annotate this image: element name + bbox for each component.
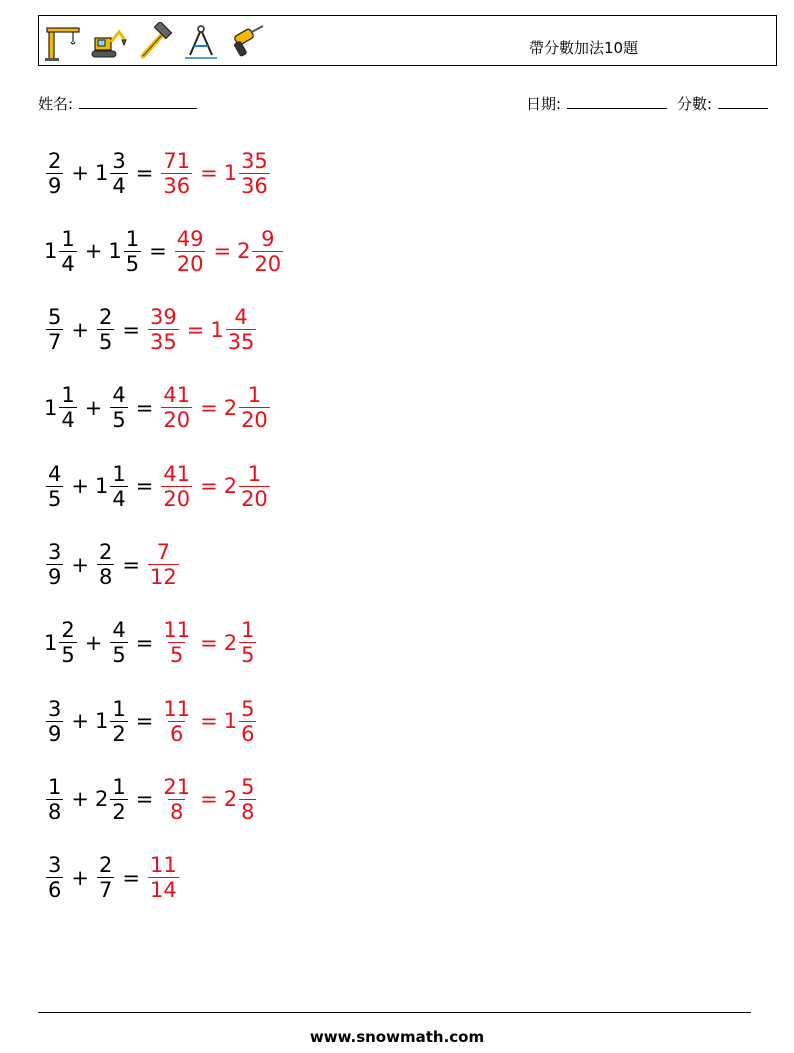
numerator: 49 [176,226,204,251]
denominator: 36 [241,173,268,198]
answer [159,697,258,746]
numerator: 1 [247,383,262,408]
equals-sign: = [122,552,140,577]
plus-sign: + [71,709,89,734]
name-field [38,93,197,114]
fraction [161,697,192,746]
fraction [161,383,192,432]
fraction [110,618,127,667]
problem-row [44,377,272,439]
plus-sign: + [71,787,89,812]
whole-number: 2 [223,395,238,420]
fraction [97,540,114,589]
numerator: 4 [112,618,126,643]
equals-sign: = [135,474,154,499]
denominator: 9 [48,173,62,198]
numerator: 5 [241,696,255,721]
denominator: 14 [149,878,177,903]
denominator: 20 [163,408,191,433]
numerator: 5 [241,774,255,799]
numerator: 41 [163,461,191,486]
improper-answer [159,775,194,824]
numerator: 41 [163,383,191,408]
whole-number: 1 [44,630,58,655]
problem-row [44,455,272,517]
denominator: 4 [112,486,126,511]
equals-sign: = [186,317,205,342]
numerator: 21 [163,774,191,799]
equals-sign: = [135,395,154,420]
answer [146,853,181,902]
numerator: 3 [48,540,62,564]
whole-number: 2 [223,474,238,499]
mixed-answer [224,618,259,667]
plus-sign: + [71,317,89,342]
equals-sign: = [149,239,167,264]
excavator-icon [89,22,129,62]
numerator: 4 [112,383,126,408]
improper-answer [159,383,194,432]
fraction [59,227,76,276]
answer [159,383,271,432]
addend-a [44,540,65,589]
equals-sign: = [135,787,154,812]
mixed-answer [224,775,259,824]
whole-number: 2 [237,239,251,264]
equals-sign: = [200,395,218,420]
fraction [239,697,256,746]
equals-sign: = [135,161,154,185]
header-icons [43,22,267,62]
problem-row [44,768,258,830]
fraction [226,305,257,354]
numerator: 1 [112,696,126,721]
score-blank [718,93,768,109]
denominator: 5 [48,486,62,511]
hammer-icon [135,22,175,62]
whole-number: 1 [94,161,109,185]
equals-sign: = [122,865,140,890]
plus-sign: + [71,474,89,499]
name-label: 姓名: [38,95,74,113]
fraction [124,227,141,276]
denominator: 36 [163,173,191,198]
whole-number: 2 [223,787,238,812]
improper-answer [159,618,194,667]
equals-sign: = [200,474,218,499]
numerator: 39 [149,305,177,330]
fraction [59,618,76,667]
denominator: 5 [125,251,140,276]
fraction [175,227,206,276]
denominator: 8 [241,799,255,824]
numerator: 2 [98,540,113,564]
numerator: 5 [48,305,62,330]
numerator: 7 [156,540,171,564]
denominator: 8 [98,565,113,589]
whole-number: 1 [44,395,58,420]
problem-row [44,534,181,596]
whole-number: 1 [223,709,238,734]
problem-row [44,142,272,204]
equals-sign: = [213,239,232,264]
plus-sign: + [84,395,103,420]
problem-row [44,847,181,909]
plus-sign: + [71,161,89,185]
fraction [161,775,192,824]
numerator: 11 [163,696,191,721]
problem-row [44,612,258,674]
fraction [46,697,63,746]
compass-icon [181,22,221,62]
drill-icon [227,22,267,62]
addend-a [44,618,79,667]
equals-sign: = [200,161,218,185]
improper-answer [146,540,181,589]
fraction [161,149,192,198]
denominator: 35 [227,330,255,355]
plus-sign: + [84,239,103,264]
addend-b [95,149,130,198]
date-field [526,93,667,114]
problem-row [44,220,285,282]
fraction [252,227,283,276]
numerator: 1 [61,226,75,251]
numerator: 1 [112,774,126,799]
fraction [46,540,63,589]
mixed-answer [210,305,258,354]
denominator: 4 [61,408,75,433]
addend-a [44,775,65,824]
answer [159,462,271,511]
denominator: 5 [112,643,126,668]
denominator: 4 [112,173,126,198]
fraction [148,305,179,354]
mixed-answer [224,462,272,511]
answer [159,775,258,824]
fraction [239,149,270,198]
worksheet-title: 帶分數加法10題 [529,39,639,57]
numerator: 3 [48,696,62,721]
mixed-answer [224,383,272,432]
denominator: 20 [241,486,268,511]
denominator: 20 [163,486,191,511]
equals-sign: = [200,787,218,812]
numerator: 11 [149,853,177,878]
fraction [59,383,76,432]
addend-a [44,383,79,432]
denominator: 5 [98,330,113,355]
whole-number: 1 [223,161,238,185]
date-label: 日期: [526,95,562,113]
denominator: 6 [48,878,62,903]
denominator: 6 [170,721,184,746]
equals-sign: = [200,709,218,734]
denominator: 20 [254,251,282,276]
addend-b [108,618,129,667]
fraction [46,149,63,198]
denominator: 2 [112,799,126,824]
mixed-answer [224,697,259,746]
fraction [110,462,127,511]
plus-sign: + [84,630,103,655]
denominator: 8 [48,799,62,824]
denominator: 6 [241,721,255,746]
denominator: 5 [61,643,75,668]
equals-sign: = [200,630,218,655]
mixed-answer [224,149,272,198]
whole-number: 2 [223,630,238,655]
denominator: 8 [170,799,184,824]
addend-b [95,462,130,511]
whole-number: 1 [94,709,109,734]
score-label: 分數: [677,95,713,113]
denominator: 20 [176,251,204,276]
fraction [161,462,192,511]
addend-a [44,227,79,276]
numerator: 35 [241,148,268,173]
addend-a [44,462,65,511]
fraction [110,697,127,746]
denominator: 20 [241,408,268,433]
fraction [161,618,192,667]
whole-number: 1 [210,317,224,342]
addend-b [95,540,116,589]
plus-sign: + [71,552,89,577]
fraction [97,305,114,354]
footer-url: www.snowmath.com [309,1028,485,1046]
numerator: 1 [112,461,126,486]
crane-icon [43,22,83,62]
numerator: 4 [48,461,62,486]
answer [173,227,285,276]
fraction [110,775,127,824]
addend-b [95,305,116,354]
fraction [110,383,127,432]
addend-b [95,697,130,746]
numerator: 1 [61,383,75,408]
denominator: 9 [48,721,62,746]
date-blank [567,93,667,109]
fraction [97,853,114,902]
denominator: 4 [61,251,75,276]
numerator: 1 [247,461,262,486]
footer-divider [38,1012,751,1013]
answer [159,149,271,198]
equals-sign: = [122,317,140,342]
fraction [46,853,63,902]
numerator: 2 [98,305,113,330]
numerator: 2 [48,148,62,173]
addend-b [108,383,129,432]
addend-a [44,697,65,746]
denominator: 5 [241,643,255,668]
fraction [46,305,63,354]
numerator: 11 [163,618,191,643]
fraction [148,853,179,902]
score-field [677,93,768,114]
fraction [110,149,127,198]
fraction [239,462,270,511]
fraction [239,618,256,667]
denominator: 12 [149,565,177,589]
problem-row [44,690,258,752]
answer [159,618,258,667]
worksheet-header [38,15,777,66]
denominator: 5 [112,408,126,433]
mixed-answer [237,227,285,276]
numerator: 1 [125,226,140,251]
whole-number: 2 [94,787,109,812]
fraction [46,462,63,511]
equals-sign: = [135,709,154,734]
fraction [46,775,63,824]
plus-sign: + [71,865,89,890]
answer [146,540,181,589]
numerator: 2 [61,618,75,643]
fraction [239,383,270,432]
problem-row [44,299,258,361]
improper-answer [173,227,208,276]
numerator: 3 [112,148,126,173]
improper-answer [146,305,181,354]
numerator: 1 [241,618,255,643]
addend-b [95,775,130,824]
numerator: 4 [234,305,248,330]
numerator: 2 [98,853,113,878]
denominator: 9 [48,565,62,589]
whole-number: 1 [108,239,122,264]
addend-b [95,853,116,902]
denominator: 35 [149,330,177,355]
numerator: 3 [48,853,62,878]
denominator: 2 [112,721,126,746]
fraction [148,540,179,589]
addend-a [44,149,65,198]
whole-number: 1 [94,474,109,499]
addend-a [44,853,65,902]
improper-answer [146,853,181,902]
whole-number: 1 [44,239,58,264]
improper-answer [159,697,194,746]
addend-a [44,305,65,354]
fraction [239,775,256,824]
name-blank [79,93,197,109]
answer [146,305,258,354]
addend-b [108,227,143,276]
equals-sign: = [135,630,154,655]
denominator: 7 [98,878,113,903]
numerator: 71 [163,148,191,173]
denominator: 7 [48,330,62,355]
denominator: 5 [170,643,184,668]
improper-answer [159,462,194,511]
numerator: 9 [261,226,275,251]
improper-answer [159,149,194,198]
numerator: 1 [48,774,62,799]
